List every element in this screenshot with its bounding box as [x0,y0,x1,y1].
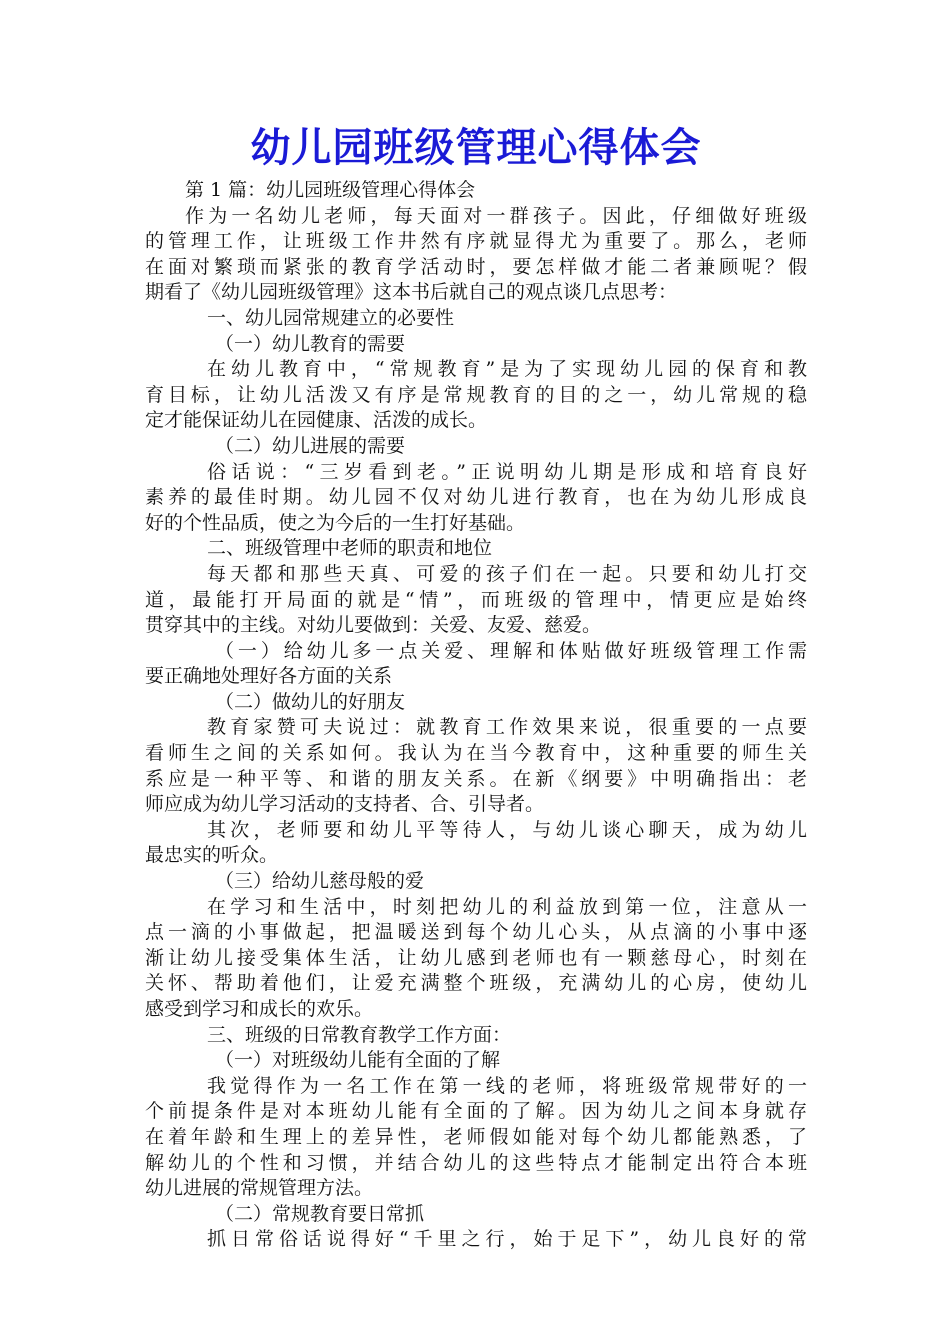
text-line: 我觉得作为一名工作在第一线的老师，将班级常规带好的一 [207,1074,807,1097]
text-line: 在幼儿教育中，“常规教育”是为了实现幼儿园的保育和教 [207,358,807,381]
text-line: 在学习和生活中，时刻把幼儿的利益放到第一位，注意从一 [207,895,807,918]
text-line: 解幼儿的个性和习惯，并结合幼儿的这些特点才能制定出符合本班 [145,1151,807,1174]
text-line: （二）做幼儿的好朋友 [215,690,406,713]
text-line: 个前提条件是对本班幼儿能有全面的了解。因为幼儿之间本身就存 [145,1100,807,1123]
text-line: 贯穿其中的主线。对幼儿要做到：关爱、友爱、慈爱。 [145,614,602,637]
text-line: 作为一名幼儿老师，每天面对一群孩子。因此，仔细做好班级 [185,204,807,227]
text-line: 二、班级管理中老师的职责和地位 [207,537,493,560]
text-line: 在面对繁琐而紧张的教育学活动时，要怎样做才能二者兼顾呢？假 [145,255,807,278]
text-line: 系应是一种平等、和谐的朋友关系。在新《纲要》中明确指出：老 [145,767,807,790]
text-line: 师应成为幼儿学习活动的支持者、合、引导者。 [145,793,545,816]
text-line: 感受到学习和成长的欢乐。 [145,998,374,1020]
text-line: （二）幼儿进展的需要 [215,434,406,457]
text-line: 渐让幼儿接受集体生活，让幼儿感到老师也有一颗慈母心，时刻在 [145,946,807,969]
text-line: 抓日常俗话说得好“千里之行，始于足下”，幼儿良好的常 [207,1228,807,1251]
text-line: 定才能保证幼儿在园健康、活泼的成长。 [145,409,488,432]
text-line: 三、班级的日常教育教学工作方面： [207,1023,512,1046]
text-line: 最忠实的听众。 [145,844,279,867]
document-title: 幼儿园班级管理心得体会 [250,125,702,171]
text-line: 点一滴的小事做起，把温暖送到每个幼儿心头，从点滴的小事中逐 [145,921,807,944]
text-line: 一、幼儿园常规建立的必要性 [207,306,455,329]
text-line: 素养的最佳时期。幼儿园不仅对幼儿进行教育，也在为幼儿形成良 [145,486,807,509]
document-page [145,120,807,1253]
text-line: 第 1 篇：幼儿园班级管理心得体会 [185,179,476,201]
text-line: （二）常规教育要日常抓 [215,1202,425,1225]
text-line: 其次，老师要和幼儿平等待人，与幼儿谈心聊天，成为幼儿 [207,818,807,841]
text-line: 期看了《幼儿园班级管理》这本书后就自己的观点谈几点思考： [145,281,678,304]
text-line: 俗话说：“三岁看到老。”正说明幼儿期是形成和培育良好 [207,460,807,483]
text-line: 教育家赞可夫说过：就教育工作效果来说，很重要的一点要 [207,716,807,739]
text-line: （一）幼儿教育的需要 [215,332,406,355]
text-line: （三）给幼儿慈母般的爱 [215,870,425,893]
text-line: 关怀、帮助着他们，让爱充满整个班级，充满幼儿的心房，使幼儿 [145,972,807,995]
text-line: 每天都和那些天真、可爱的孩子们在一起。只要和幼儿打交 [207,562,807,585]
text-line: 看师生之间的关系如何。我认为在当今教育中，这种重要的师生关 [145,742,807,765]
text-line: 要正确地处理好各方面的关系 [145,665,393,688]
text-line: （一）给幼儿多一点关爱、理解和体贴做好班级管理工作需 [215,639,807,662]
text-line: 好的个性品质，使之为今后的一生打好基础。 [145,511,526,534]
text-line: 在着年龄和生理上的差异性，老师假如能对每个幼儿都能熟悉，了 [145,1125,807,1148]
text-line: 的管理工作，让班级工作井然有序就显得尤为重要了。那么，老师 [145,230,807,253]
text-line: 幼儿进展的常规管理方法。 [145,1177,374,1200]
text-line: （一）对班级幼儿能有全面的了解 [215,1049,501,1072]
text-line: 道，最能打开局面的就是“情”，而班级的管理中，情更应是始终 [145,588,807,611]
document-body [145,178,807,1253]
text-line: 育目标，让幼儿活泼又有序是常规教育的目的之一，幼儿常规的稳 [145,383,807,406]
